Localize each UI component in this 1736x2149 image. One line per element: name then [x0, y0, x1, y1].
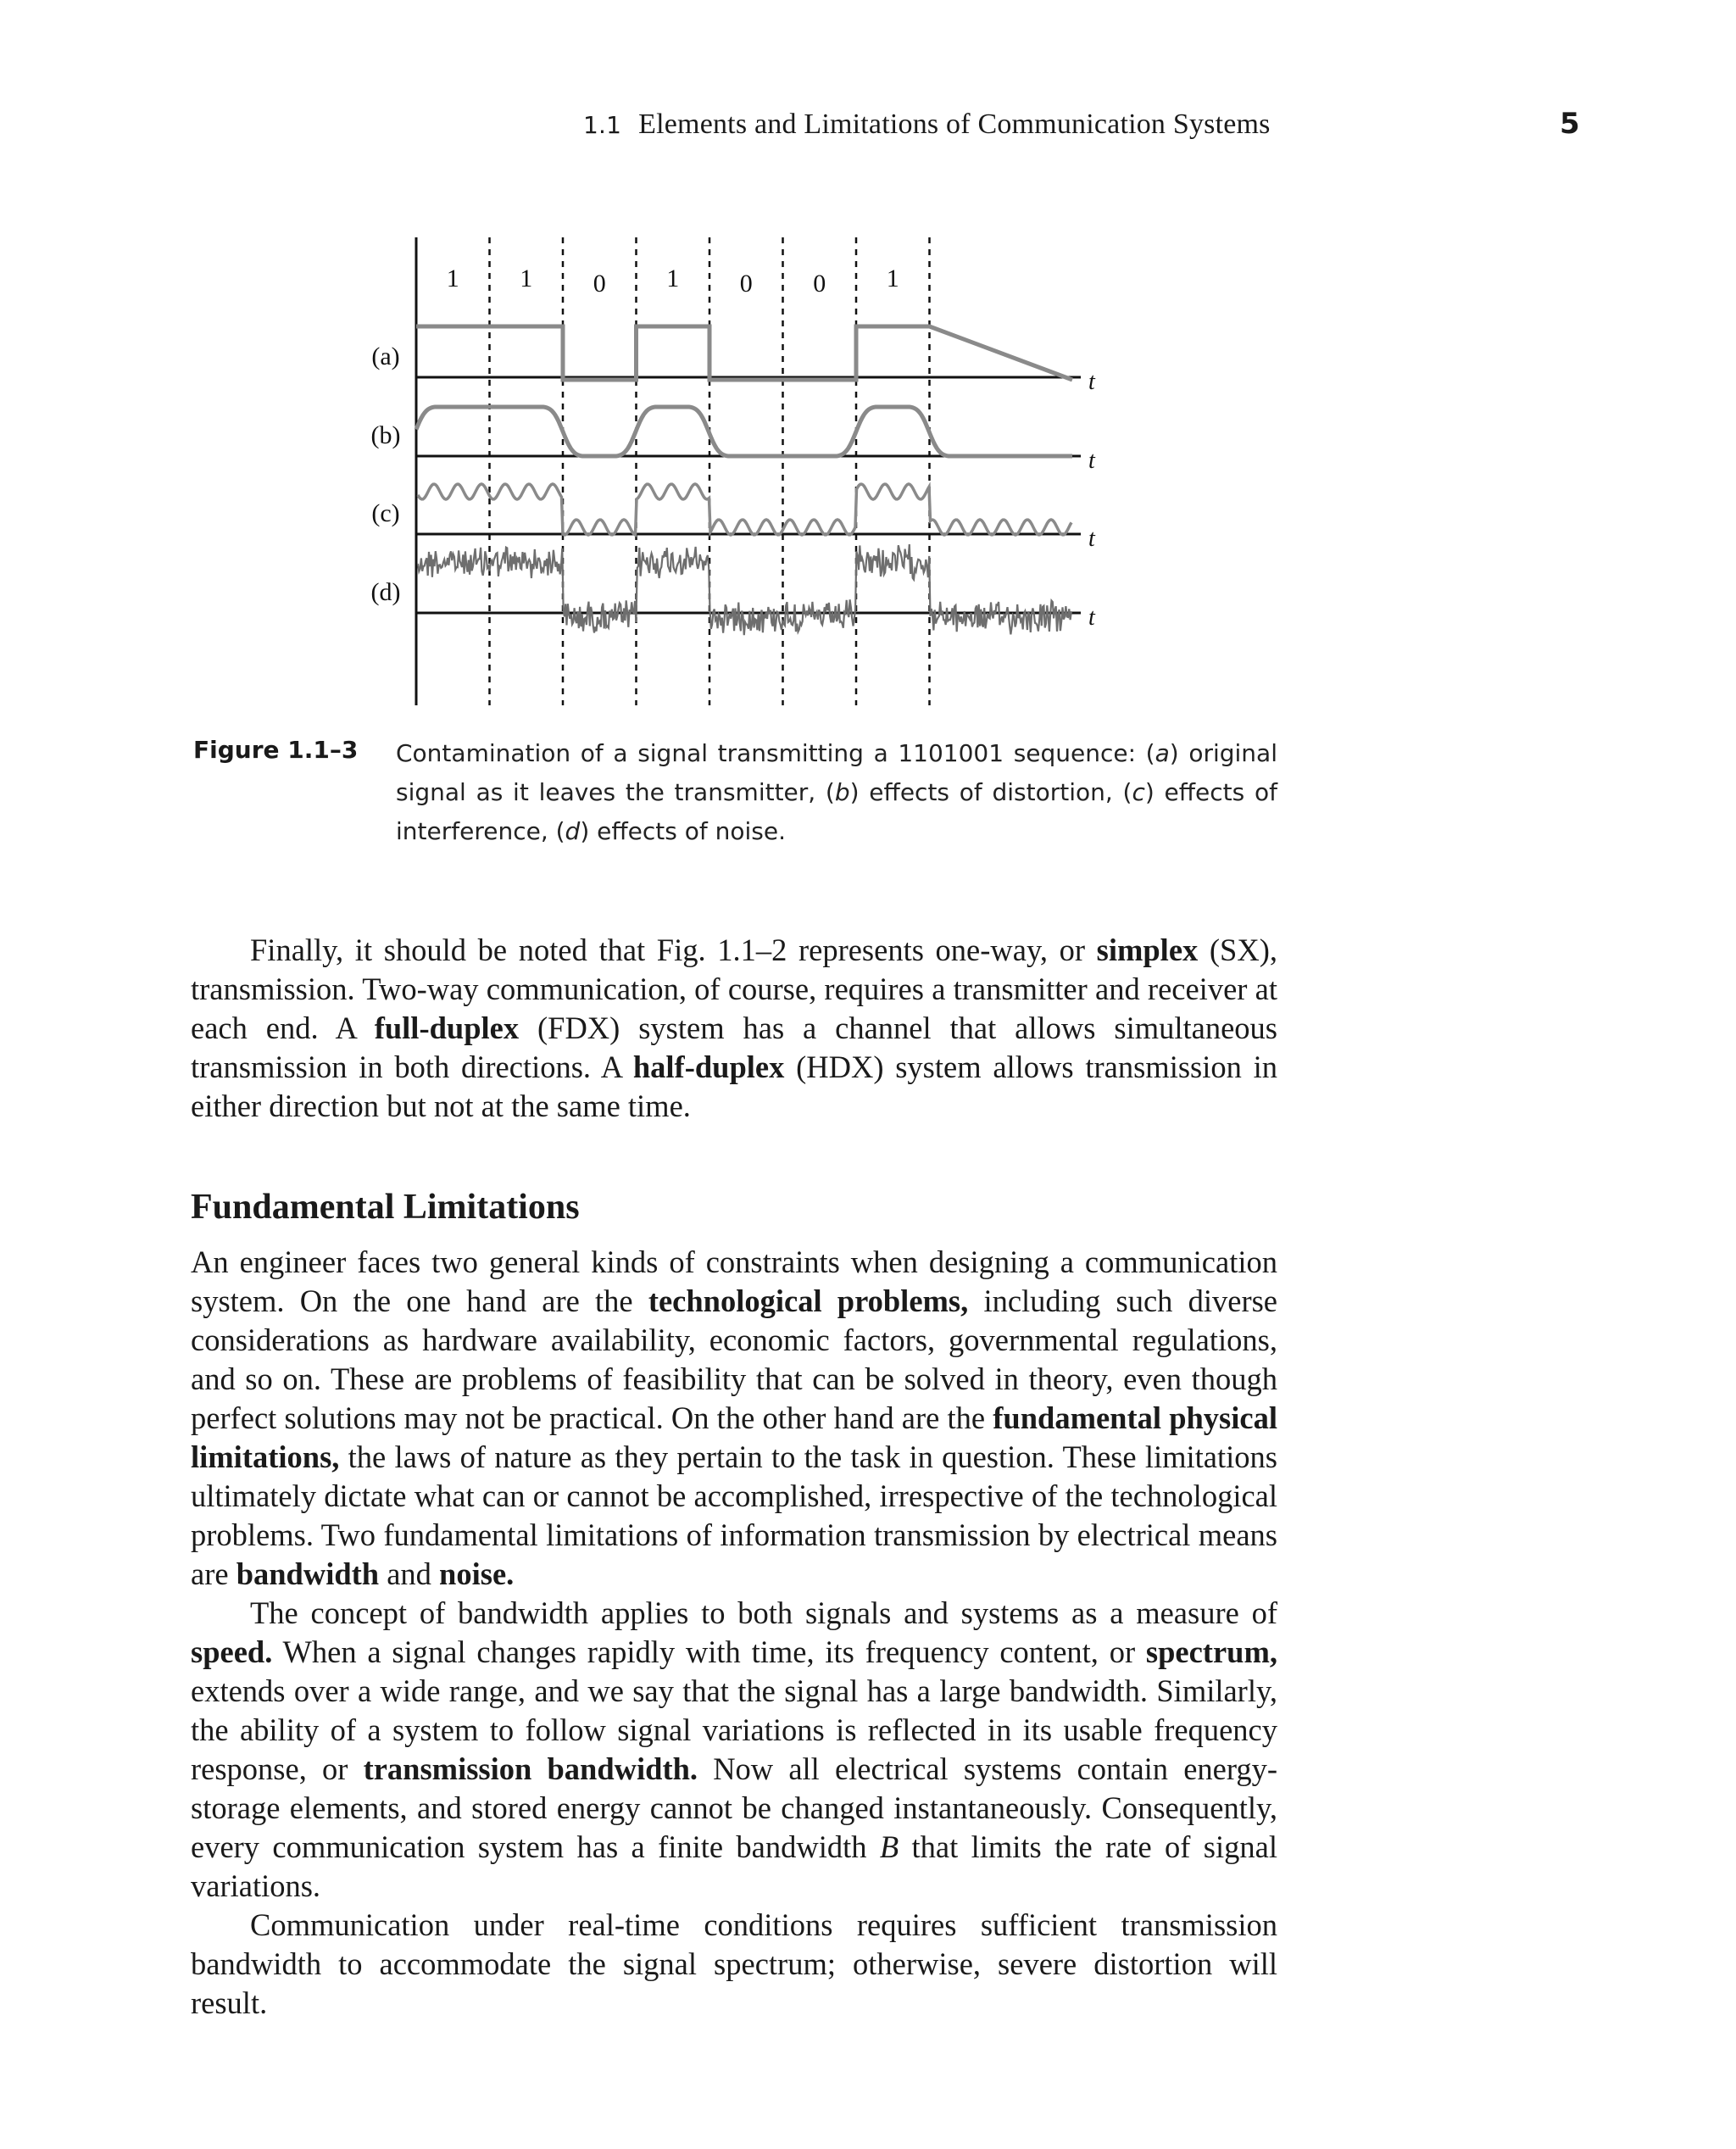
- row-label-a: (a): [371, 342, 400, 370]
- bit-label: 1: [666, 264, 680, 292]
- bit-label: 1: [886, 264, 899, 292]
- time-axis-label: t: [1088, 448, 1095, 474]
- bit-label: 0: [813, 270, 826, 298]
- row-label-d: (d): [370, 578, 401, 606]
- time-axis-label: t: [1088, 369, 1095, 395]
- bit-label: 0: [593, 270, 606, 298]
- signal-interference: [418, 484, 1071, 535]
- page-number: 5: [1560, 107, 1580, 141]
- paragraph-bandwidth: The concept of bandwidth applies to both signals and systems as a measure of speed. When a signal changes rapidly with time, its frequency content, or spectrum, extends over a wide range, and we say that the signal has a large bandwidth. Similarly, the ability of a system to follow signal variations is reflected in its usable frequency response, or transmission bandwidth. Now all electrical systems contain energy-storage elements, and stored energy cannot be changed instantaneously. Consequently, every communication system has a finite bandwidth B that limits the rate of signal variations.: [191, 1595, 1277, 1903]
- time-axis-label: t: [1088, 526, 1095, 552]
- signal-figure: [0, 0, 1736, 729]
- signal-distorted: [416, 407, 1072, 456]
- section-number: 1.1: [583, 111, 622, 139]
- body-limitations: [191, 1243, 1277, 2023]
- signal-noisy: [418, 544, 1071, 635]
- bit-label: 1: [520, 264, 533, 292]
- bit-label: 0: [739, 270, 753, 298]
- bit-label: 1: [446, 264, 459, 292]
- paragraph-constraints: An engineer faces two general kinds of constraints when designing a communication system. On the one hand are the technological problems, including such diverse considerations as hardware availability, economic factors, governmental regulations, and so on. These are problems of feasibility that can be solved in theory, even though perfect solutions may not be practical. On the other hand are the fundamental physical limitations, the laws of nature as they pertain to the task in question. These limitations ultimately dictate what can or cannot be accomplished, irrespective of the technological problems. Two fundamental limitations of information transmission by electrical means are bandwidth and noise.: [191, 1244, 1278, 1591]
- time-axis-label: t: [1088, 604, 1095, 631]
- row-label-b: (b): [370, 421, 401, 449]
- row-label-c: (c): [371, 499, 400, 527]
- figure-label: Figure 1.1–3: [193, 736, 359, 764]
- section-title: Elements and Limitations of Communication Systems: [638, 109, 1271, 140]
- section-heading: Fundamental Limitations: [191, 1188, 580, 1227]
- figure-caption: Contamination of a signal transmitting a 1101001 sequence: (a) original signal as it leaves the transmitter, (b) effects of distortion, (c) effects of interference, (d) effects of noise.: [396, 739, 1277, 845]
- paragraph-duplex: Finally, it should be noted that Fig. 1.1–2 represents one-way, or simplex (SX), transmission. Two-way communication, of course, requires a transmitter and receiver at each end. A full-duplex (FDX) system has a channel that allows simultaneous transmission in both directions. A half-duplex (HDX) system allows transmission in either direction but not at the same time.: [191, 933, 1278, 1123]
- signal-original: [416, 326, 1072, 380]
- paragraph-realtime: Communication under real-time conditions requires sufficient transmission bandwidth to accommodate the signal spectrum; otherwise, severe distortion will result.: [191, 1907, 1277, 2020]
